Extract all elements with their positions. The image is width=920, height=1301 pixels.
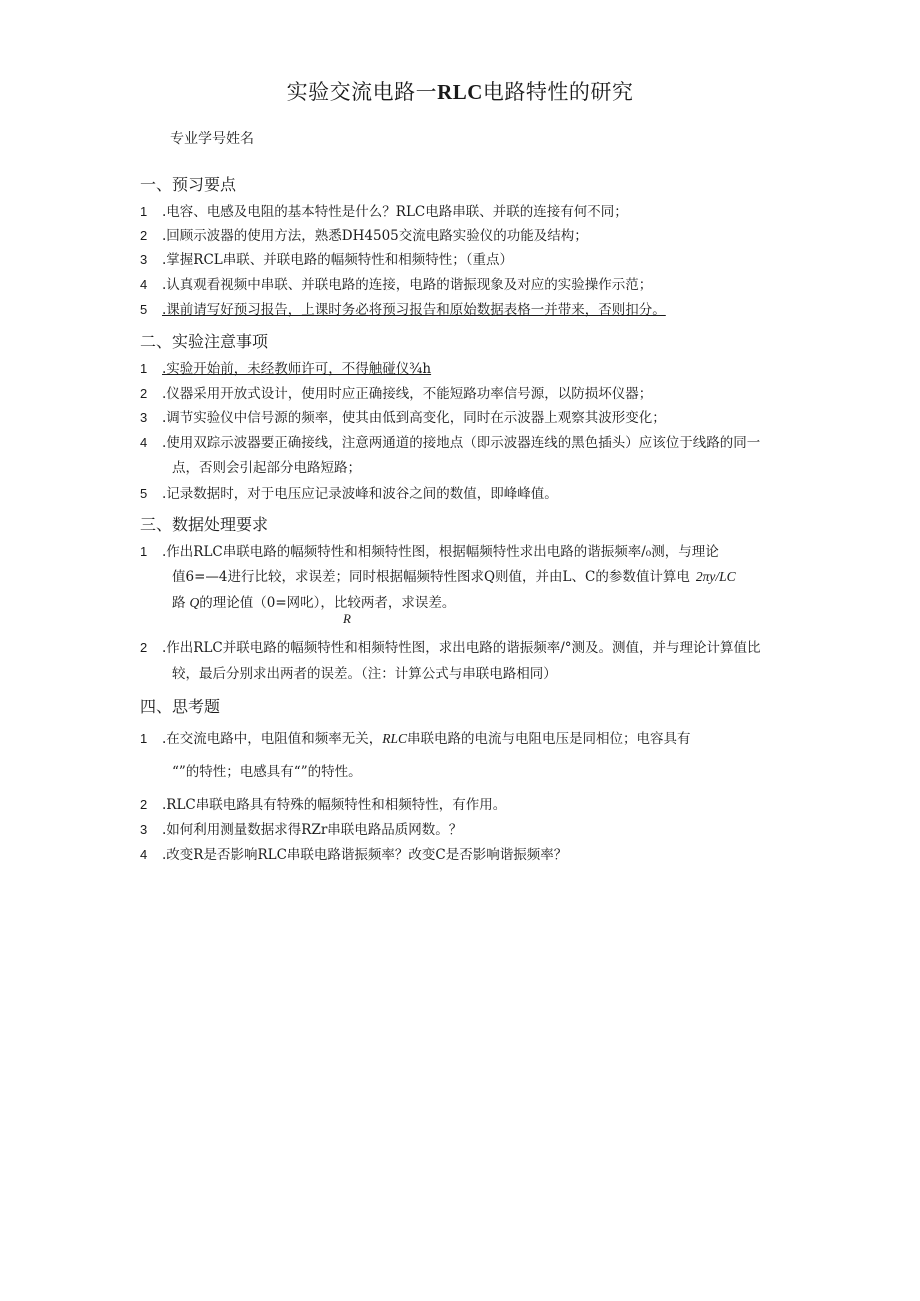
- item-text: .调节实验仪中信号源的频率，使其由低到高变化，同时在示波器上观察其波形变化；: [162, 410, 666, 426]
- list-item: [140, 406, 666, 426]
- list-item: [140, 273, 652, 293]
- student-info-line: 专业学号姓名: [170, 131, 254, 147]
- title-suffix: 电路特性的研究: [482, 80, 634, 104]
- list-item: [140, 727, 691, 747]
- list-item: [140, 357, 431, 377]
- item-text: .改变R是否影响RLC串联电路谐振频率？改变C是否影响谐振频率？: [162, 847, 568, 863]
- list-item-continuation: “”的特性；电感具有“”的特性。: [172, 764, 362, 780]
- item-text: .仪器采用开放式设计，使用时应正确接线，不能短路功率信号源，以防损坏仪器；: [162, 386, 653, 402]
- item-number: 1: [140, 544, 148, 559]
- formula-text: RLC: [382, 731, 408, 746]
- item-number: 2: [140, 640, 148, 655]
- title-latin: RLC: [437, 80, 483, 104]
- list-item: [140, 636, 761, 656]
- formula-text: 2πy/LC: [695, 569, 736, 584]
- list-item-continuation: [172, 591, 455, 611]
- item-number: 2: [140, 386, 148, 401]
- item-text: 串联电路的电流与电阻电压是同相位；电容具有: [407, 731, 691, 747]
- item-text: .回顾示波器的使用方法，熟悉DH4505交流电路实验仪的功能及结构；: [162, 228, 588, 244]
- item-number: 1: [140, 204, 148, 219]
- item-text: .作出RLC串联电路的幅频特性和相频特性图，根据幅频特性求出电路的谐振频率/₀测，与理论: [162, 544, 719, 560]
- title-prefix: 实验交流电路一: [286, 80, 438, 104]
- list-item: [140, 224, 588, 244]
- item-text: .掌握RCL串联、并联电路的幅频特性和相频特性；（重点）: [162, 252, 513, 268]
- item-number: 4: [140, 277, 148, 292]
- item-text: .如何利用测量数据求得RZr串联电路品质网数。？: [162, 822, 463, 838]
- item-number: 4: [140, 847, 148, 862]
- list-item-continuation: 点，否则会引起部分电路短路；: [172, 460, 361, 476]
- item-text: 的理论值（0=网叱），比较两者，求误差。: [199, 595, 456, 611]
- list-item: [140, 248, 513, 268]
- item-text: .使用双踪示波器要正确接线，注意两通道的接地点（即示波器连线的黑色插头）应该位于线路的同一: [162, 435, 761, 451]
- item-text: .记录数据时，对于电压应记录波峰和波谷之间的数值，即峰峰值。: [162, 486, 558, 502]
- item-text: .作出RLC并联电路的幅频特性和相频特性图，求出电路的谐振频率/°测及。测值，并与理论计算值比: [162, 640, 761, 656]
- item-number: 2: [140, 228, 148, 243]
- list-item: [140, 818, 462, 838]
- item-number: 5: [140, 486, 148, 501]
- item-number: 3: [140, 410, 148, 425]
- item-text: .实验开始前，未经教师许可，不得触碰仪¾h: [162, 361, 432, 377]
- list-item: [140, 793, 506, 813]
- section-heading-questions: 四、思考题: [140, 697, 221, 716]
- item-number: 3: [140, 822, 148, 837]
- list-item: [140, 200, 628, 220]
- list-item-continuation: [172, 565, 736, 585]
- list-item: [140, 482, 558, 502]
- item-text: .在交流电路中，电阻值和频率无关，: [162, 731, 383, 747]
- item-text: .课前请写好预习报告，上课时务必将预习报告和原始数据表格一并带来，否则扣分。: [162, 302, 666, 318]
- list-item: [140, 540, 719, 560]
- section-heading-precautions: 二、实验注意事项: [140, 332, 269, 351]
- item-number: 1: [140, 361, 148, 376]
- item-number: 4: [140, 435, 148, 450]
- item-number: 1: [140, 731, 148, 746]
- list-item: [140, 382, 652, 402]
- item-number: 5: [140, 302, 148, 317]
- section-heading-preview: 一、预习要点: [140, 175, 237, 194]
- list-item-continuation: 较，最后分别求出两者的误差。（注：计算公式与串联电路相同）: [172, 666, 557, 682]
- item-text: .认真观看视频中串联、并联电路的连接，电路的谐振现象及对应的实验操作示范；: [162, 277, 653, 293]
- list-item: [140, 843, 567, 863]
- item-text: .RLC串联电路具有特殊的幅频特性和相频特性，有作用。: [162, 797, 507, 813]
- item-text: .电容、电感及电阻的基本特性是什么？RLC电路串联、并联的连接有何不同；: [162, 204, 628, 220]
- section-heading-data-processing: 三、数据处理要求: [140, 515, 269, 534]
- list-item: [140, 431, 760, 451]
- page-title: [0, 76, 920, 106]
- item-number: 2: [140, 797, 148, 812]
- item-text: 路: [172, 595, 186, 611]
- list-item: [140, 298, 666, 318]
- formula-denominator: R: [343, 611, 351, 626]
- formula-symbol: Q: [189, 595, 200, 610]
- item-number: 3: [140, 252, 148, 267]
- item-text: 值6=—4进行比较，求误差；同时根据幅频特性图求Q则值，并由L、C的参数值计算电: [172, 569, 690, 585]
